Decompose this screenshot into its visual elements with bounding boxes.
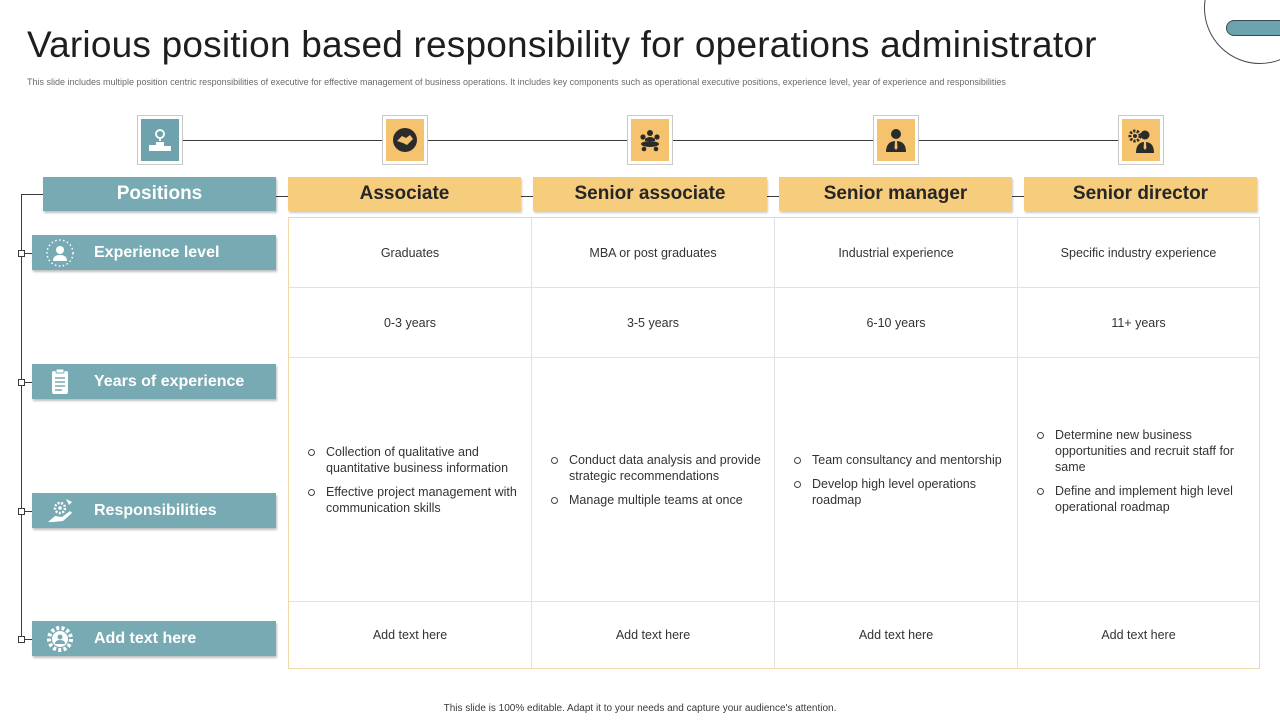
connector-node bbox=[18, 379, 25, 386]
connector-stub-positions bbox=[21, 194, 43, 195]
bullet-list bbox=[289, 444, 531, 516]
hand-gear-icon bbox=[43, 496, 77, 526]
row-label-text: Add text here bbox=[94, 629, 197, 647]
table-cell: Add text here bbox=[532, 602, 775, 668]
bullet-list bbox=[532, 452, 774, 508]
page-subtitle: This slide includes multiple position centric responsibilities of executive for effective management of business operations. It includes key components such as operational executive positions, experience level, year of experience and responsibilities bbox=[27, 77, 1006, 87]
people-circle-icon bbox=[43, 238, 77, 268]
row-label-years-of-experience bbox=[32, 364, 276, 399]
footer-note: This slide is 100% editable. Adapt it to your needs and capture your audience's attention. bbox=[443, 703, 837, 714]
list-item: Manage multiple teams at once bbox=[549, 492, 764, 508]
list-item: Develop high level operations roadmap bbox=[792, 476, 1007, 508]
table-cell-responsibilities bbox=[775, 358, 1018, 602]
row-label-text: Experience level bbox=[94, 243, 220, 261]
column-header-senior-manager: Senior manager bbox=[779, 177, 1012, 211]
businessman-icon bbox=[873, 115, 919, 165]
table-cell: MBA or post graduates bbox=[532, 218, 775, 288]
connector-node bbox=[18, 250, 25, 257]
table-cell: Add text here bbox=[1101, 628, 1176, 642]
responsibility-table bbox=[288, 217, 1260, 669]
list-item: Define and implement high level operational roadmap bbox=[1035, 483, 1249, 515]
connector-node bbox=[18, 636, 25, 643]
table-cell: Add text here bbox=[289, 602, 532, 668]
table-cell: Graduates bbox=[289, 218, 532, 288]
list-item: Team consultancy and mentorship bbox=[792, 452, 1007, 468]
table-cell: Industrial experience bbox=[775, 218, 1018, 288]
bullet-list bbox=[775, 452, 1017, 508]
row-label-responsibilities bbox=[32, 493, 276, 528]
table-cell-responsibilities bbox=[532, 358, 775, 602]
bullet-list bbox=[1018, 427, 1259, 515]
list-item: Conduct data analysis and provide strategic recommendations bbox=[549, 452, 764, 484]
row-label-text: Responsibilities bbox=[94, 501, 217, 519]
clipboard-icon bbox=[43, 367, 77, 397]
column-header-senior-director: Senior director bbox=[1024, 177, 1257, 211]
list-item: Collection of qualitative and quantitative business information bbox=[306, 444, 521, 476]
decorative-pill bbox=[1226, 20, 1280, 36]
table-cell-responsibilities bbox=[1018, 358, 1259, 602]
row-label-add-text bbox=[32, 621, 276, 656]
manager-gears-icon bbox=[1118, 115, 1164, 165]
table-cell: 3-5 years bbox=[532, 288, 775, 358]
podium-location-icon bbox=[137, 115, 183, 165]
page-title: Various position based responsibility for operations administrator bbox=[27, 24, 1097, 65]
left-connector-line bbox=[21, 194, 22, 639]
table-cell: 6-10 years bbox=[775, 288, 1018, 358]
header-link bbox=[521, 196, 533, 197]
positions-header: Positions bbox=[43, 177, 276, 211]
connector-node bbox=[18, 508, 25, 515]
table-cell: 11+ years bbox=[1018, 288, 1259, 358]
table-cell: 0-3 years bbox=[289, 288, 532, 358]
header-link bbox=[767, 196, 779, 197]
header-link bbox=[276, 196, 288, 197]
team-meeting-icon bbox=[627, 115, 673, 165]
list-item: Effective project management with communication skills bbox=[306, 484, 521, 516]
row-label-text: Years of experience bbox=[94, 372, 245, 390]
column-header-senior-associate: Senior associate bbox=[533, 177, 767, 211]
table-cell-responsibilities bbox=[289, 358, 532, 602]
table-cell: Add text here bbox=[775, 602, 1018, 668]
list-item: Determine new business opportunities and recruit staff for same bbox=[1035, 427, 1249, 475]
column-header-associate: Associate bbox=[288, 177, 521, 211]
table-cell: Specific industry experience bbox=[1018, 218, 1259, 288]
header-link bbox=[1012, 196, 1024, 197]
row-label-experience-level bbox=[32, 235, 276, 270]
gear-head-icon bbox=[43, 624, 77, 654]
handshake-icon bbox=[382, 115, 428, 165]
